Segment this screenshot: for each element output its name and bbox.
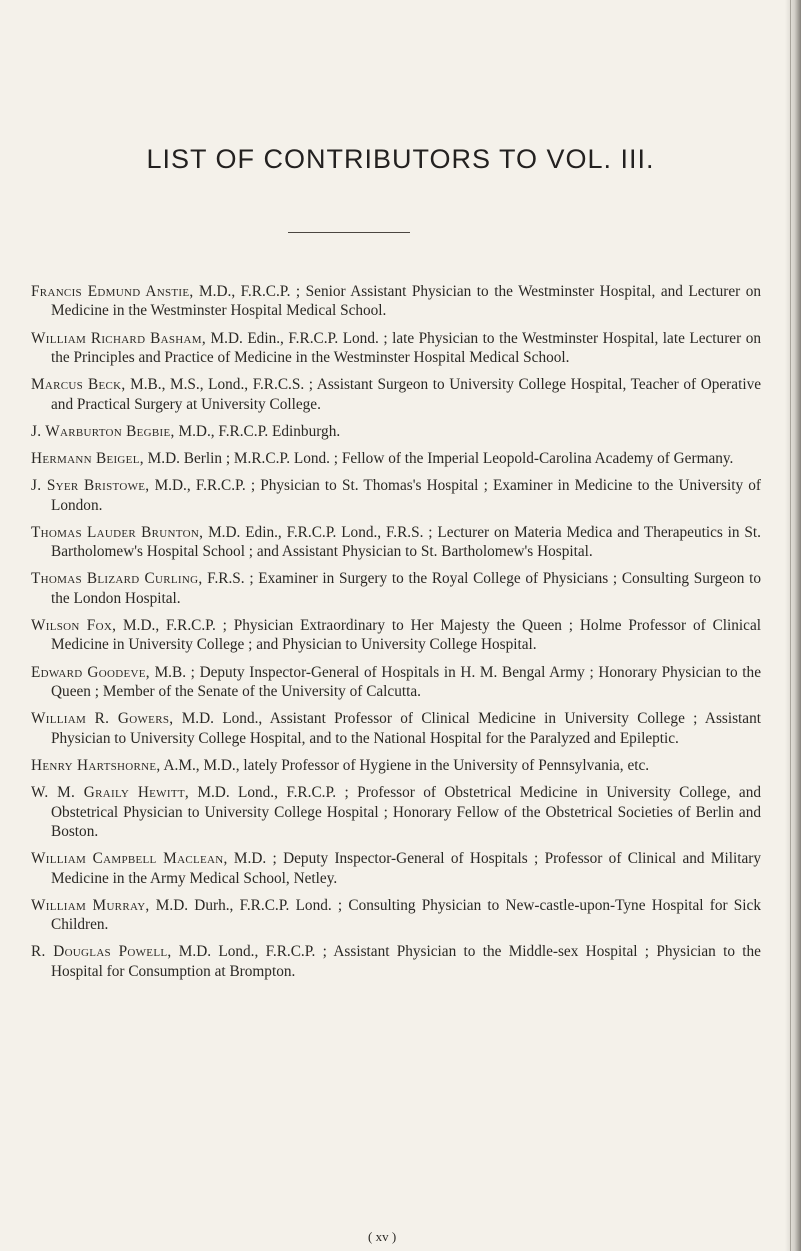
contributor-entry (31, 282, 761, 321)
contributor-name: William Murray, (31, 896, 150, 914)
contributor-entry (31, 896, 761, 935)
contributor-name: Thomas Lauder Brunton, (31, 523, 204, 541)
contributor-name: Marcus Beck, (31, 376, 126, 394)
contributor-name: Edward Goodeve, (31, 663, 150, 681)
contributor-entry (31, 422, 761, 441)
contributor-name: Hermann Beigel, (31, 450, 144, 468)
contributor-entry (31, 709, 761, 748)
contributor-details: M.D. Berlin ; M.R.C.P. Lond. ; Fellow of the Imperial Leopold-Carolina Academy of Germany. (143, 450, 734, 468)
contributor-entry (31, 523, 761, 562)
contributor-name: Henry Hartshorne, (31, 756, 161, 774)
contributor-details: M.D. Edin., F.R.C.P. Lond., F.R.S. ; Lecturer on Materia Medica and Therapeutics in St. Bartholomew's Hospital School ; and Assistant Physician to St. Bartholomew's Hospital. (51, 523, 761, 561)
contributor-name: Thomas Blizard Curling, (31, 570, 203, 588)
contributor-name: W. M. Graily Hewitt, (31, 784, 189, 802)
page-edge-shadow (785, 0, 801, 1251)
contributor-entry (31, 942, 761, 981)
contributor-details: M.D. Lond., F.R.C.P. ; Assistant Physician to the Middle-sex Hospital ; Physician to the Hospital for Consumption at Brompton. (51, 943, 761, 980)
page-title: LIST OF CONTRIBUTORS TO VOL. III. (146, 144, 655, 174)
contributor-entry (31, 616, 761, 655)
contributor-name: William R. Gowers, (31, 710, 174, 728)
contributor-details: F.R.S. ; Examiner in Surgery to the Royal College of Physicians ; Consulting Surgeon to the London Hospital. (51, 570, 761, 607)
contributor-details: M.D. Lond., F.R.C.P. ; Professor of Obstetrical Medicine in University College, and Obstetrical Physician to University College Hospital ; Honorary Fellow of the Obstetrical Societies of Berlin and Boston. (51, 784, 761, 840)
contributor-entry (31, 849, 761, 888)
contributor-details: M.D., F.R.C.P. Edinburgh. (174, 422, 341, 440)
contributor-name: William Campbell Maclean, (31, 850, 228, 868)
contributor-entry (31, 476, 761, 515)
contributor-details: A.M., M.D., lately Professor of Hygiene in the University of Pennsylvania, etc. (160, 756, 650, 774)
contributor-details: M.D. ; Deputy Inspector-General of Hospitals ; Professor of Clinical and Military Medicine in the Army Medical School, Netley. (51, 850, 761, 887)
contributor-name: Wilson Fox, (31, 617, 117, 635)
contributors-list (31, 282, 761, 989)
contributor-details: M.D. Edin., F.R.C.P. Lond. ; late Physician to the Westminster Hospital, late Lecturer on the Principles and Practice of Medicine in the Westminster Hospital Medical School. (51, 329, 761, 367)
contributor-entry (31, 783, 761, 841)
contributor-name: William Richard Basham, (31, 329, 206, 347)
contributor-entry (31, 449, 761, 468)
contributor-entry (31, 663, 761, 702)
contributor-entry (31, 329, 761, 368)
contributor-name: Francis Edmund Anstie, (31, 283, 194, 300)
contributor-details: M.D., F.R.C.P. ; Physician Extraordinary to Her Majesty the Queen ; Holme Professor of Clinical Medicine in University College ; and Physician to University College Hospital. (51, 617, 762, 654)
contributor-name: J. Syer Bristowe, (31, 477, 150, 495)
contributor-entry (31, 569, 761, 608)
contributor-details: M.D., F.R.C.P. ; Senior Assistant Physician to the Westminster Hospital, and Lecturer on Medicine in the Westminster Hospital Medical School. (51, 283, 761, 320)
contributor-details: M.B. ; Deputy Inspector-General of Hospitals in H. M. Bengal Army ; Honorary Physician to the Queen ; Member of the Senate of the University of Calcutta. (51, 663, 761, 701)
contributor-details: M.B., M.S., Lond., F.R.C.S. ; Assistant Surgeon to University College Hospital, Teacher of Operative and Practical Surgery at University College. (51, 376, 762, 413)
contributor-entry (31, 375, 761, 414)
contributor-name: R. Douglas Powell, (31, 943, 172, 961)
page-number: ( xv ) (368, 1229, 397, 1244)
title-rule (288, 232, 410, 233)
contributor-name: J. Warburton Begbie, (31, 422, 175, 440)
contributor-details: M.D., F.R.C.P. ; Physician to St. Thomas's Hospital ; Examiner in Medicine to the University of London. (51, 477, 761, 514)
contributor-entry (31, 756, 761, 775)
contributor-details: M.D. Lond., Assistant Professor of Clinical Medicine in University College ; Assistant Physician to University College Hospital, and to the National Hospital for the Paralyzed and Epileptic. (51, 710, 761, 747)
contributor-details: M.D. Durh., F.R.C.P. Lond. ; Consulting Physician to New-castle-upon-Tyne Hospital for Sick Children. (51, 896, 761, 934)
